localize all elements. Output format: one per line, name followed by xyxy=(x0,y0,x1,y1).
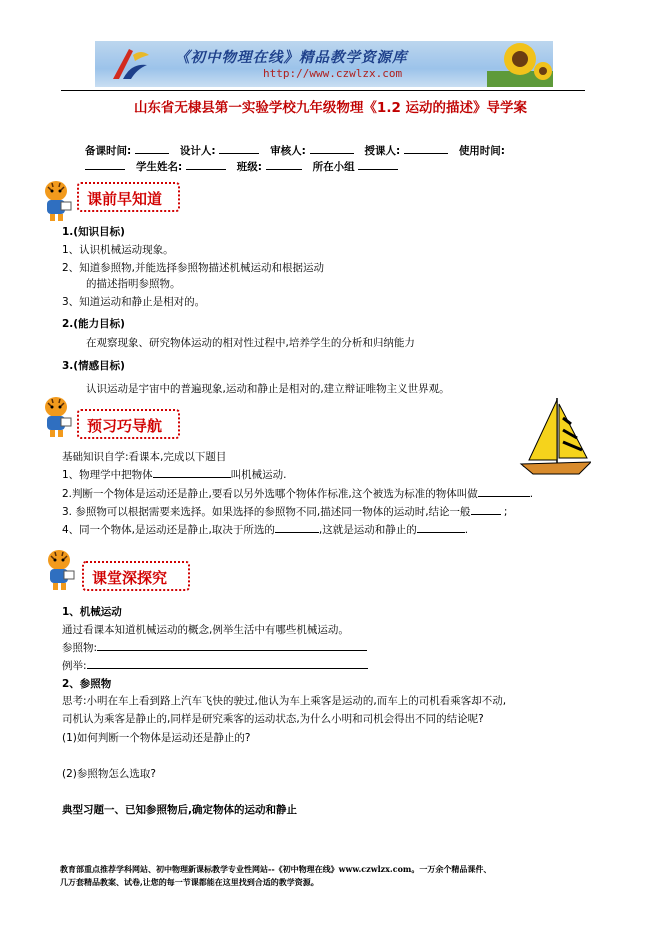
blank-field[interactable] xyxy=(471,504,501,515)
section-classroom-explore: 课堂深探究 xyxy=(82,561,190,591)
reference-object-field[interactable] xyxy=(97,640,367,651)
blank-field[interactable] xyxy=(478,486,530,497)
section-preview-guide: 预习巧导航 xyxy=(77,409,180,439)
student-name-label: 学生姓名: xyxy=(135,161,183,173)
preview-question-1 xyxy=(62,467,287,482)
preview-q4-part-b: ,这就是运动和静止的 xyxy=(318,524,417,536)
example-field[interactable] xyxy=(87,658,368,669)
banner-title: 《初中物理在线》精品教学资源库 xyxy=(175,49,408,66)
footer-line-1: 教育部重点推荐学科网站、初中物理新课标教学专业性网站--《初中物理在线》www.czwlzx.com。一万余个精品课件、 xyxy=(60,864,492,874)
designer-label: 设计人: xyxy=(179,145,216,157)
reviewer-field[interactable] xyxy=(310,142,354,154)
example-row xyxy=(62,658,368,673)
reference-heading: 2、参照物 xyxy=(62,678,112,690)
blank-field[interactable] xyxy=(153,467,231,478)
tiger-mascot-icon xyxy=(40,547,78,591)
knowledge-goal-1: 1、认识机械运动现象。 xyxy=(62,244,174,256)
student-name-field[interactable] xyxy=(186,158,226,170)
preview-q1-part-a: 1、物理学中把物体 xyxy=(62,469,153,481)
reference-object-row xyxy=(62,640,367,655)
group-label: 所在小组 xyxy=(312,161,355,173)
typical-exercise-heading: 典型习题一、已知参照物后,确定物体的运动和静止 xyxy=(62,804,297,816)
emotion-goal-heading: 3.(情感目标) xyxy=(62,360,125,372)
ability-goal-text: 在观察现象、研究物体运动的相对性过程中,培养学生的分析和归纳能力 xyxy=(86,337,415,349)
preview-q4-part-a: 4、同一个物体,是运动还是静止,取决于所选的 xyxy=(62,524,275,536)
reviewer-label: 审核人: xyxy=(270,145,306,157)
class-field[interactable] xyxy=(266,158,302,170)
preview-intro: 基础知识自学:看课本,完成以下题目 xyxy=(62,451,227,463)
mechanical-motion-heading: 1、机械运动 xyxy=(62,606,122,618)
blank-field[interactable] xyxy=(275,522,319,533)
think-text-2: 司机认为乘客是静止的,同样是研究乘客的运动状态,为什么小明和司机会得出不同的结论呢? xyxy=(62,713,484,725)
use-time-field[interactable] xyxy=(85,158,125,170)
footer-line-2: 几万套精品教案、试卷,让您的每一节课都能在这里找到合适的教学资源。 xyxy=(60,877,319,887)
reference-object-label: 参照物: xyxy=(62,642,98,654)
lecturer-label: 授课人: xyxy=(364,145,401,157)
preview-question-3 xyxy=(62,504,507,519)
knowledge-goal-2b: 的描述指明参照物。 xyxy=(86,278,181,290)
logo-icon xyxy=(109,45,151,83)
lecturer-field[interactable] xyxy=(404,142,448,154)
sunflower-icon xyxy=(487,41,553,87)
prep-time-field[interactable] xyxy=(135,142,169,154)
mechanical-motion-text: 通过看课本知道机械运动的概念,例举生活中有哪些机械运动。 xyxy=(62,624,349,636)
blank-field[interactable] xyxy=(417,522,465,533)
ability-goal-heading: 2.(能力目标) xyxy=(62,318,125,330)
preview-q4-part-c: . xyxy=(464,524,469,536)
sub-question-1: (1)如何判断一个物体是运动还是静止的? xyxy=(62,732,251,744)
banner-url[interactable]: http://www.czwlzx.com xyxy=(263,67,403,80)
section-pre-knowledge: 课前早知道 xyxy=(77,182,180,212)
example-label: 例举: xyxy=(62,660,87,672)
preview-q3-end: ; xyxy=(503,506,508,518)
tiger-mascot-icon xyxy=(37,394,75,438)
sailboat-icon xyxy=(519,394,591,484)
preview-q2-text: 2.判断一个物体是运动还是静止,要看以另外选哪个物体作标准,这个被选为标准的物体叫做 xyxy=(62,488,478,500)
tiger-mascot-icon xyxy=(37,178,75,222)
preview-q3-text: 3. 参照物可以根据需要来选择。如果选择的参照物不同,描述同一物体的运动时,结论一般 xyxy=(62,506,471,518)
emotion-goal-text: 认识运动是宇宙中的普遍现象,运动和静止是相对的,建立辩证唯物主义世界观。 xyxy=(86,383,450,395)
knowledge-goal-3: 3、知道运动和静止是相对的。 xyxy=(62,296,206,308)
meta-line-1 xyxy=(85,142,505,158)
class-label: 班级: xyxy=(236,161,262,173)
group-field[interactable] xyxy=(358,158,398,170)
use-time-label: 使用时间: xyxy=(458,145,506,157)
knowledge-goal-heading: 1.(知识目标) xyxy=(62,226,125,238)
preview-question-2: 2.判断一个物体是运动还是静止,要看以另外选哪个物体作标准,这个被选为标准的物体叫做 . xyxy=(62,488,534,500)
sub-question-2: (2)参照物怎么选取? xyxy=(62,768,156,780)
document-title: 山东省无棣县第一实验学校九年级物理《1.2 运动的描述》导学案 xyxy=(133,100,528,116)
designer-field[interactable] xyxy=(219,142,259,154)
header-divider xyxy=(61,90,585,91)
header-banner xyxy=(95,41,553,87)
knowledge-goal-2a: 2、知道参照物,并能选择参照物描述机械运动和根据运动 xyxy=(62,262,325,274)
meta-line-2 xyxy=(85,158,398,174)
prep-time-label: 备课时间: xyxy=(85,145,132,157)
preview-question-4 xyxy=(62,522,468,537)
preview-q1-part-b: 叫机械运动. xyxy=(230,469,287,481)
think-text-1: 思考:小明在车上看到路上汽车飞快的驶过,他认为车上乘客是运动的,而车上的司机看乘客却不动, xyxy=(62,695,507,707)
